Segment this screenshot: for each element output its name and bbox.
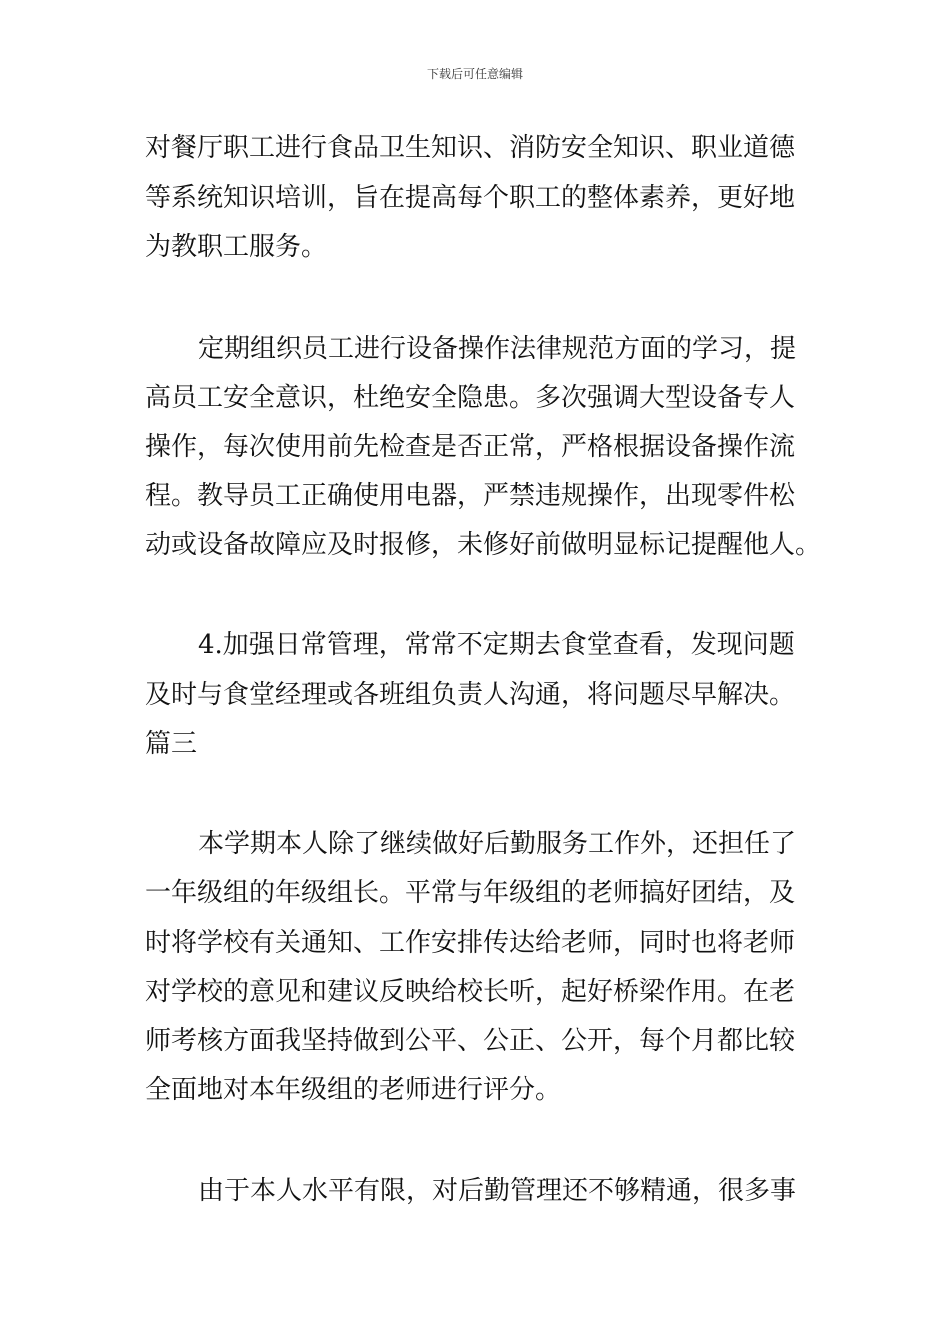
text-line: 为教职工服务。 (145, 232, 328, 262)
text-line: 高员工安全意识，杜绝安全隐患。多次强调大型设备专人 (145, 383, 796, 413)
text-line: 时将学校有关通知、工作安排传达给老师，同时也将老师 (145, 928, 796, 958)
text-line: 定期组织员工进行设备操作法律规范方面的学习，提 (198, 334, 797, 364)
text-line: 操作，每次使用前先检查是否正常，严格根据设备操作流 (145, 432, 796, 462)
text-line: 及时与食堂经理或各班组负责人沟通，将问题尽早解决。 (145, 680, 796, 710)
text-line: 对餐厅职工进行食品卫生知识、消防安全知识、职业道德 (145, 133, 796, 163)
text-line: 对学校的意见和建议反映给校长听，起好桥梁作用。在老 (145, 977, 796, 1007)
page-header-note: 下载后可任意编辑 (426, 67, 523, 81)
text-line: 4.加强日常管理，常常不定期去食堂查看，发现问题 (198, 630, 795, 660)
section-heading: 篇三 (145, 729, 198, 759)
text-line: 动或设备故障应及时报修，未修好前做明显标记提醒他人。 (145, 530, 822, 560)
text-line: 全面地对本年级组的老师进行评分。 (145, 1075, 562, 1105)
text-line: 由于本人水平有限，对后勤管理还不够精通，很多事 (198, 1176, 797, 1206)
text-line: 等系统知识培训，旨在提高每个职工的整体素养，更好地 (145, 183, 796, 213)
text-line: 师考核方面我坚持做到公平、公正、公开，每个月都比较 (145, 1026, 796, 1056)
text-line: 程。教导员工正确使用电器，严禁违规操作，出现零件松 (145, 481, 796, 511)
text-line: 一年级组的年级组长。平常与年级组的老师搞好团结，及 (145, 878, 796, 908)
text-line: 本学期本人除了继续做好后勤服务工作外，还担任了 (198, 829, 797, 859)
